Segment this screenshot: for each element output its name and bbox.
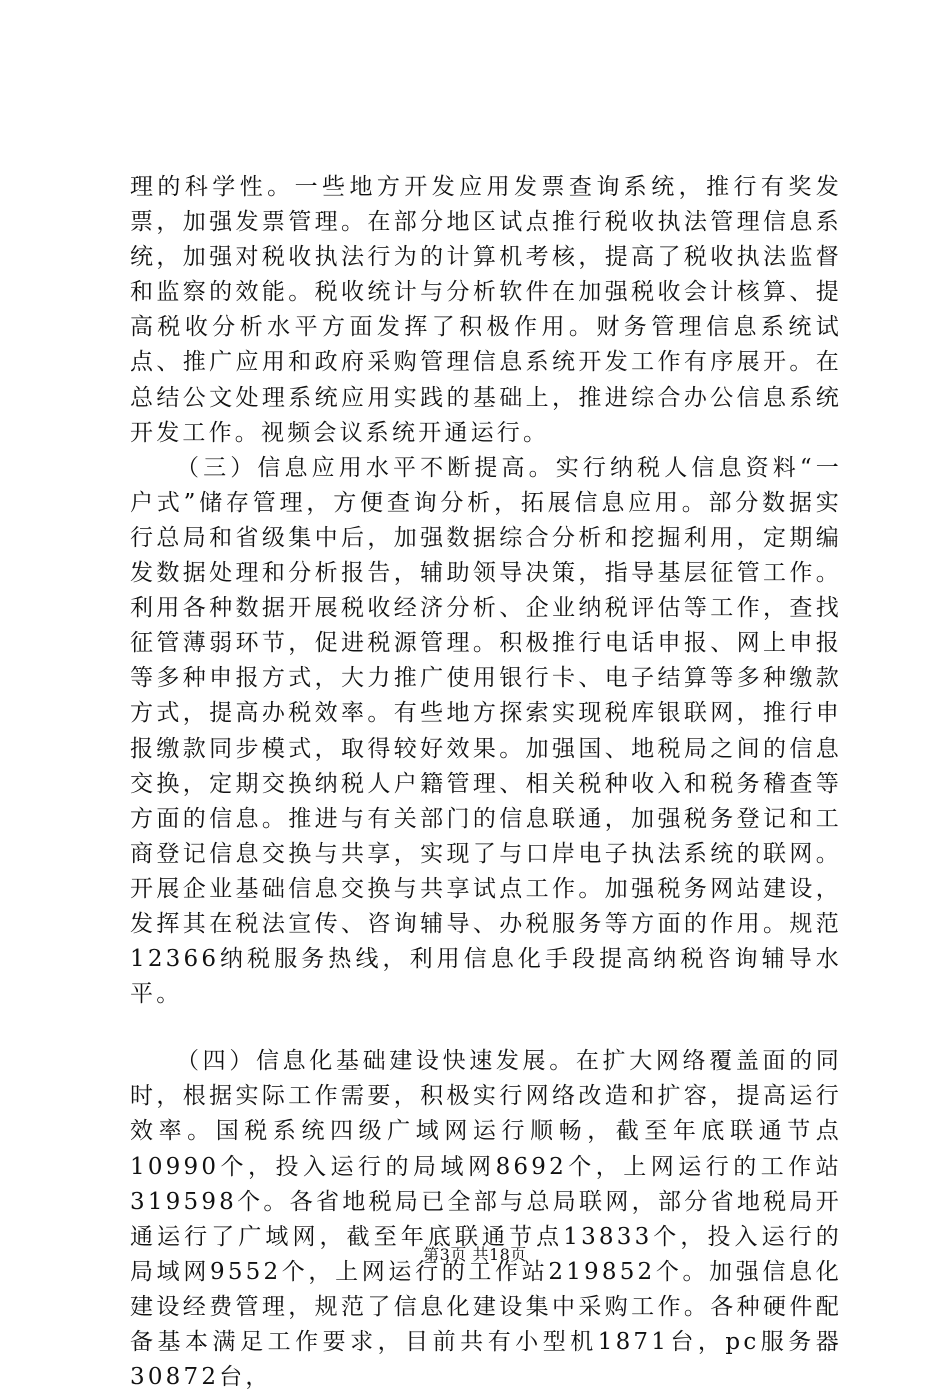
paragraph-section-4: （四）信息化基础建设快速发展。在扩大网络覆盖面的同时，根据实际工作需要，积极实行网络改造和扩容，提高运行效率。国税系统四级广域网运行顺畅，截至年底联通节点10990个，投入运行的局域网8692个，上网运行的工作站319598个。各省地税局已全部与总局联网，部分省地税局开通运行了广域网，截至年底联通节点13833个，投入运行的局域网9552个，上网运行的工作站219852个。加强信息化建设经费管理，规范了信息化建设集中采购工作。各种硬件配备基本满足工作要求，目前共有小型机1871台，pc服务器30872台， — [130, 1048, 842, 1391]
page-number-footer: 第3页 共18页 — [423, 1245, 527, 1264]
paragraph-continued: 理的科学性。一些地方开发应用发票查询系统，推行有奖发票，加强发票管理。在部分地区试点推行税收执法管理信息系统，加强对税收执法行为的计算机考核，提高了税收执法监督和监察的效能。税收统计与分析软件在加强税收会计核算、提高税收分析水平方面发挥了积极作用。财务管理信息系统试点、推广应用和政府采购管理信息系统开发工作有序展开。在总结公文处理系统应用实践的基础上，推进综合办公信息系统开发工作。视频会议系统开通运行。 — [130, 174, 842, 446]
document-body — [130, 170, 842, 1395]
paragraph-section-3: （三）信息应用水平不断提高。实行纳税人信息资料“一户式”储存管理，方便查询分析，拓展信息应用。部分数据实行总局和省级集中后，加强数据综合分析和挖掘利用，定期编发数据处理和分析报告，辅助领导决策，指导基层征管工作。利用各种数据开展税收经济分析、企业纳税评估等工作，查找征管薄弱环节，促进税源管理。积极推行电话申报、网上申报等多种申报方式，大力推广使用银行卡、电子结算等多种缴款方式，提高办税效率。有些地方探索实现税库银联网，推行申报缴款同步模式，取得较好效果。加强国、地税局之间的信息交换，定期交换纳税人户籍管理、相关税种收入和税务稽查等方面的信息。推进与有关部门的信息联通，加强税务登记和工商登记信息交换与共享，实现了与口岸电子执法系统的联网。开展企业基础信息交换与共享试点工作。加强税务网站建设，发挥其在税法宣传、咨询辅导、办税服务等方面的作用。规范12366纳税服务热线，利用信息化手段提高纳税咨询辅导水平。 — [130, 454, 842, 1008]
